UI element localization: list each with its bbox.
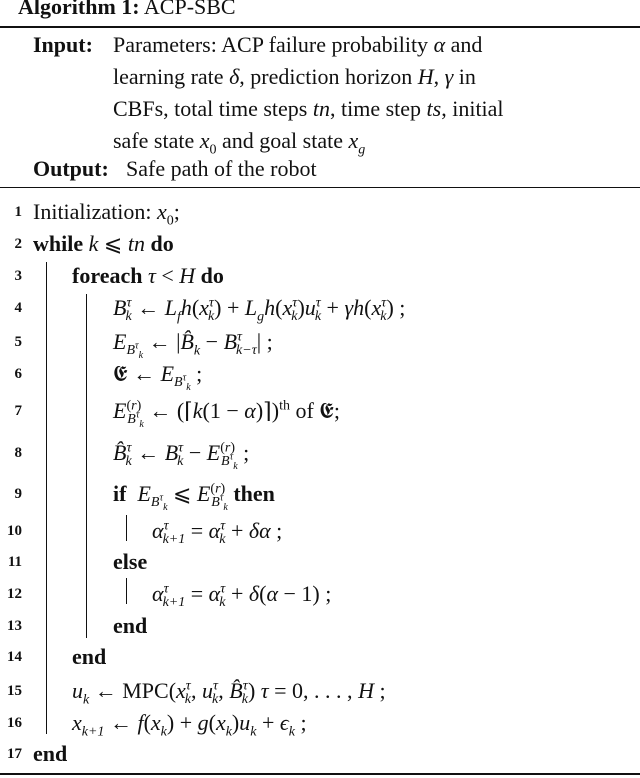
- algorithm-line-9: 9 if $E_{B^\tau_k}$ ⩽ $E^{(r)}_{B^\tau_k}$ then: [0, 478, 640, 510]
- input-line-1: Parameters: ACP failure probability α and: [113, 32, 483, 57]
- algorithm-title: [18, 0, 236, 20]
- line-number: 3: [14, 268, 22, 284]
- algorithm-line-3: 3 foreach τ < H do: [0, 260, 640, 292]
- input-label: Input:: [33, 32, 93, 57]
- end-keyword: end: [72, 644, 107, 669]
- end-keyword: end: [113, 613, 148, 638]
- algorithm-line-14: [0, 641, 640, 673]
- algorithm-line-2: 2 while k ⩽ tn do: [0, 228, 640, 260]
- line-number: 5: [14, 334, 22, 350]
- line-number: 6: [14, 366, 22, 382]
- line-number: 14: [7, 649, 22, 665]
- line-number: 15: [7, 683, 22, 699]
- algorithm-line-4: 4 $B^\tau_k$ ← $L_fh(x^\tau_k) + L_gh(x^\tau_k)u^\tau_k + \gamma h(x^\tau_k)$ ;: [0, 292, 640, 324]
- algorithm-line-11: [0, 546, 640, 578]
- algorithm-line-17: [0, 738, 640, 770]
- algorithm-line-1: 1 Initialization: $x_0$;: [0, 196, 640, 228]
- algorithm-line-12: 12 $\alpha^\tau_{k+1} = \alpha^\tau_k + \delta(\alpha - 1)$ ;: [0, 578, 640, 610]
- bottom-rule: [0, 773, 640, 775]
- line-number: 10: [7, 523, 22, 539]
- algorithm-label: Algorithm 1:: [18, 0, 140, 19]
- input-line-3: CBFs, total time steps tn, time step ts, initial: [113, 96, 504, 121]
- algorithm-line-7: 7 $E^{(r)}_{B^\tau_k}$ ← (⌈k(1 − α)⌉)$^{th}$ of 𝕰;: [0, 395, 640, 427]
- line-number: 7: [14, 403, 22, 419]
- mid-rule: [0, 187, 640, 188]
- algorithm-name: ACP-SBC: [143, 0, 236, 19]
- algorithm-line-13: [0, 610, 640, 642]
- line-number: 11: [7, 554, 22, 570]
- output-label: Output:: [33, 156, 109, 181]
- line-number: 8: [14, 445, 22, 461]
- line-number: 17: [7, 746, 22, 762]
- output-text: Safe path of the robot: [126, 156, 317, 181]
- line-number: 16: [7, 715, 22, 731]
- algorithm-line-8: 8 B̂$^\tau_k$ ← $B^\tau_k - E^{(r)}_{B^\tau_k}$ ;: [0, 437, 640, 469]
- algorithm-line-10: 10 $\alpha^\tau_{k+1} = \alpha^\tau_k + \delta\alpha$ ;: [0, 515, 640, 547]
- end-keyword: end: [33, 741, 68, 766]
- line-number: 4: [14, 300, 22, 316]
- line-number: 1: [14, 204, 22, 220]
- algorithm-line-6: 6 𝕰 ← $E_{B^\tau_k}$ ;: [0, 358, 640, 390]
- line-number: 12: [7, 586, 22, 602]
- algorithm-line-16: 16 $x_{k+1}$ ← $f(x_k) + g(x_k)u_k + \epsilon_k$ ;: [0, 707, 640, 739]
- input-line-4: safe state $x_0$ and goal state $x_g$: [113, 128, 366, 158]
- else-keyword: else: [113, 549, 148, 574]
- line-number: 13: [7, 618, 22, 634]
- input-line-2: learning rate δ, prediction horizon H, γ in: [113, 64, 476, 89]
- line-number: 2: [14, 236, 22, 252]
- line-number: 9: [14, 486, 22, 502]
- algorithm-line-5: 5 $E_{B^\tau_k}$ ← $|B̂_k - B^\tau_{k-\tau}|$ ;: [0, 326, 640, 358]
- top-rule: [0, 26, 640, 28]
- algorithm-line-15: 15 $u_k$ ← $MPC(x^\tau_k$, $u^\tau_k$, B̂$^\tau_k$) τ = 0, . . . , H ;: [0, 675, 640, 707]
